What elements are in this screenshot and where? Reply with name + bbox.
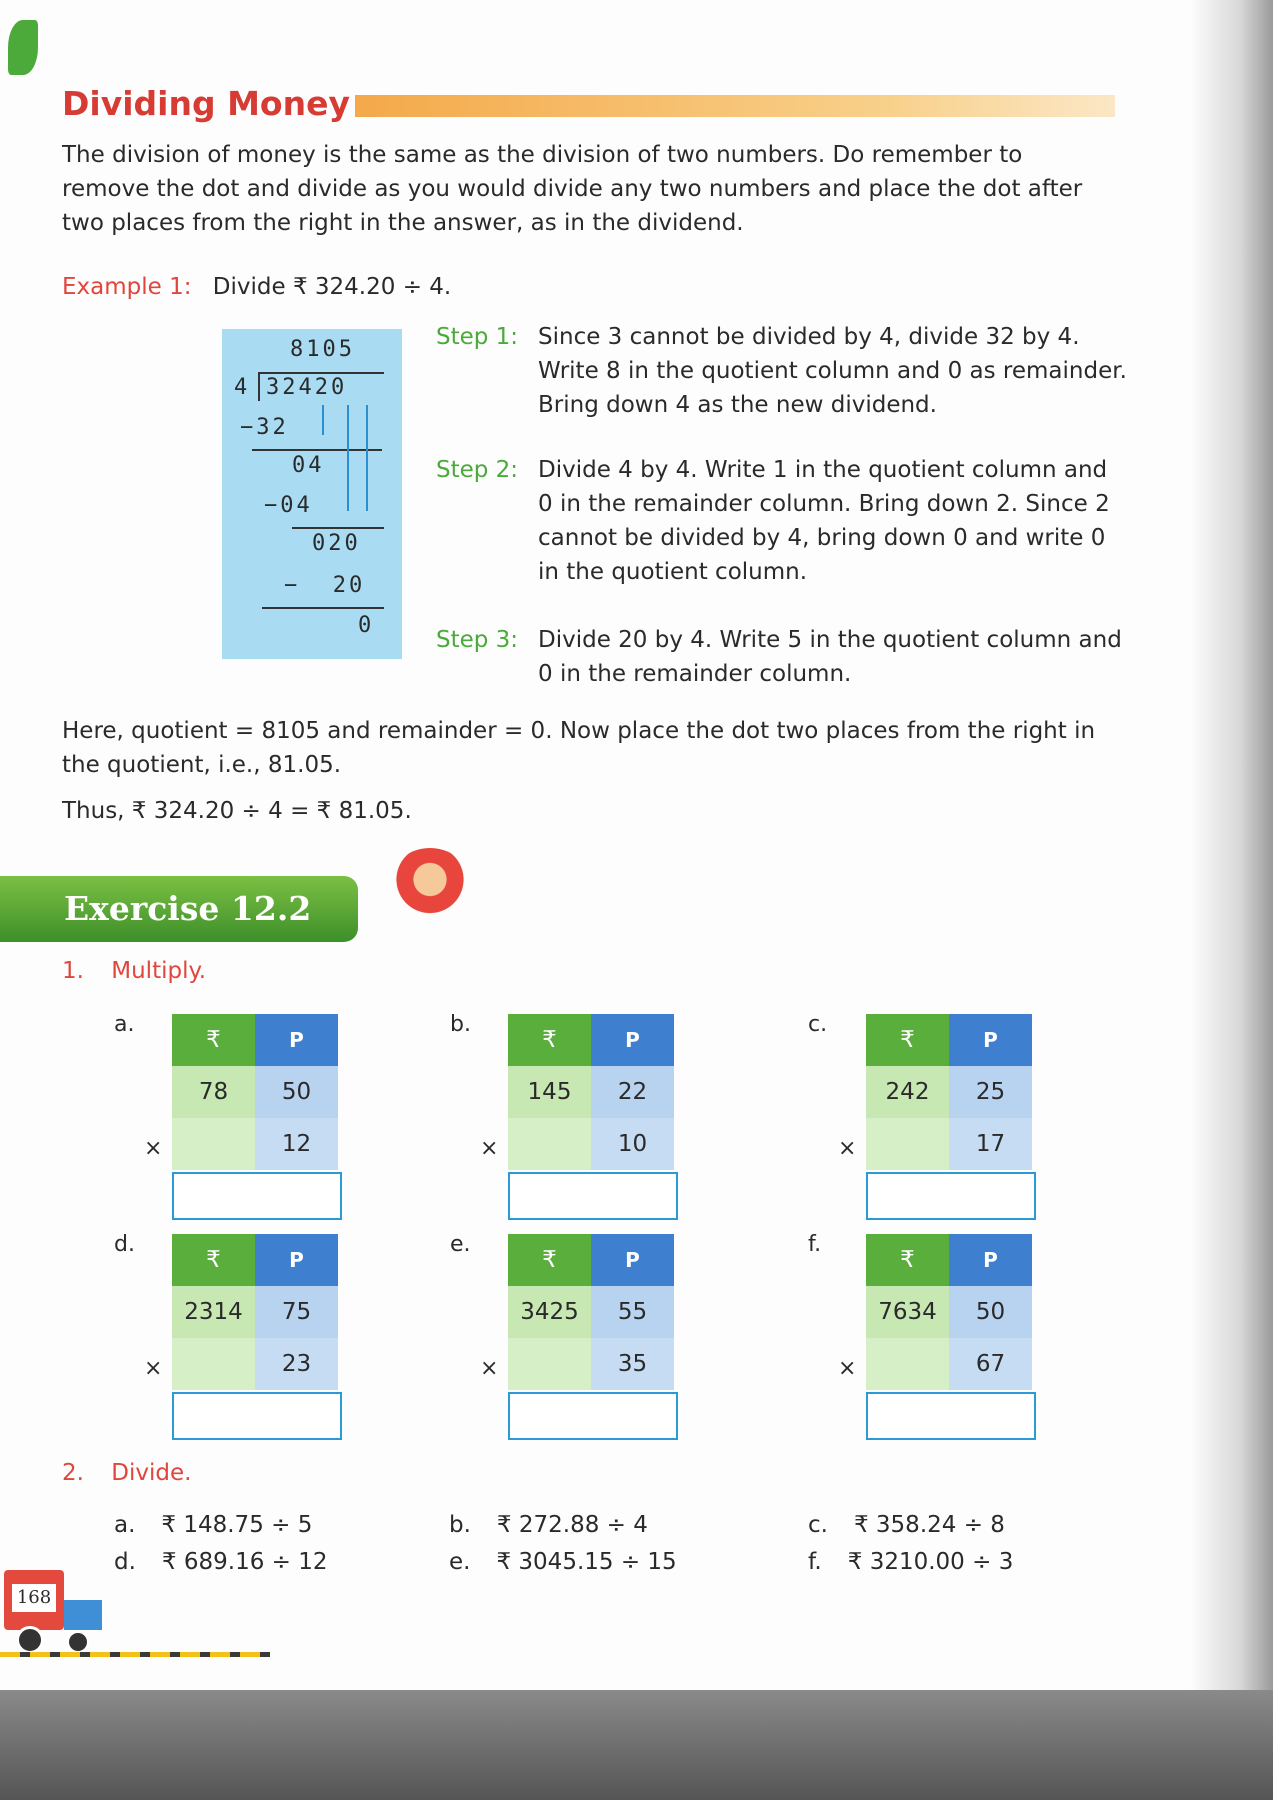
rupee-header: ₹ (866, 1234, 949, 1286)
multiply-sign: × (480, 1136, 499, 1161)
rule (262, 607, 384, 609)
section-title: Dividing Money (62, 84, 350, 123)
child-illustration (385, 848, 475, 938)
arrow-down-icon (347, 405, 349, 511)
item-label: c. (808, 1012, 828, 1037)
answer-box[interactable] (172, 1172, 342, 1220)
rule (252, 449, 382, 451)
item-label: f. (808, 1232, 822, 1257)
multiply-table (866, 1014, 1036, 1220)
multiply-table (508, 1014, 678, 1220)
paise-header: P (591, 1234, 674, 1286)
step-row: 020 (312, 531, 361, 556)
step-label: Step 2: (436, 457, 519, 483)
leaf-decoration-icon (8, 20, 38, 75)
rupee-header: ₹ (866, 1014, 949, 1066)
step-line: 0 in the remainder column. (538, 661, 852, 687)
divisor: 4 (234, 375, 251, 400)
train-page-icon (4, 1570, 104, 1660)
paise-header: P (949, 1234, 1032, 1286)
answer-box[interactable] (508, 1392, 678, 1440)
step-line: Divide 20 by 4. Write 5 in the quotient column and (538, 627, 1122, 653)
intro-line: The division of money is the same as the division of two numbers. Do remember to (62, 142, 1023, 168)
step-2 (436, 453, 1110, 589)
rupee-header: ₹ (172, 1014, 255, 1066)
step-row: 04 (292, 453, 325, 478)
paise-value: 55 (591, 1286, 674, 1338)
multiplier: 35 (591, 1338, 674, 1390)
conclusion-line: the quotient, i.e., 81.05. (62, 752, 342, 778)
step-3 (436, 623, 1122, 691)
item-label: a. (114, 1512, 136, 1538)
rupee-header: ₹ (508, 1234, 591, 1286)
example-heading (62, 270, 451, 304)
item-label: d. (114, 1549, 136, 1575)
thus-line: Thus, ₹ 324.20 ÷ 4 = ₹ 81.05. (62, 798, 412, 824)
rupee-value: 78 (172, 1066, 255, 1118)
divide-item (808, 1508, 1005, 1542)
divide-item (114, 1508, 312, 1542)
item-label: d. (114, 1232, 135, 1257)
item-label: e. (450, 1232, 471, 1257)
conclusion-line: Here, quotient = 8105 and remainder = 0. Now place the dot two places from the right in (62, 718, 1096, 744)
question-2 (62, 1456, 191, 1490)
question-number: 1. (62, 958, 84, 984)
example-label: Example 1: (62, 274, 192, 300)
rupee-value: 145 (508, 1066, 591, 1118)
question-1 (62, 954, 206, 988)
divide-expression: ₹ 358.24 ÷ 8 (853, 1512, 1005, 1538)
step-line: in the quotient column. (538, 559, 808, 585)
paise-header: P (949, 1014, 1032, 1066)
step-line: cannot be divided by 4, bring down 0 and write 0 (538, 525, 1106, 551)
divide-item (449, 1508, 648, 1542)
multiply-sign: × (480, 1356, 499, 1381)
divide-expression: ₹ 689.16 ÷ 12 (161, 1549, 328, 1575)
empty-cell (866, 1118, 949, 1170)
paise-value: 75 (255, 1286, 338, 1338)
arrow-down-icon (322, 405, 324, 435)
step-line: Bring down 4 as the new dividend. (538, 392, 937, 418)
exercise-banner: Exercise 12.2 (0, 876, 358, 942)
division-bar (258, 372, 384, 374)
multiplier: 12 (255, 1118, 338, 1170)
multiply-sign: × (838, 1356, 857, 1381)
rupee-value: 242 (866, 1066, 949, 1118)
rupee-header: ₹ (508, 1014, 591, 1066)
question-text: Multiply. (111, 958, 207, 984)
divide-item (808, 1545, 1013, 1579)
empty-cell (866, 1338, 949, 1390)
item-label: e. (449, 1549, 471, 1575)
division-bracket (258, 373, 260, 401)
step-line: 0 in the remainder column. Bring down 2. Since 2 (538, 491, 1110, 517)
intro-line: remove the dot and divide as you would divide any two numbers and place the dot after (62, 176, 1083, 202)
page-number: 168 (12, 1584, 56, 1612)
paise-value: 50 (949, 1286, 1032, 1338)
intro-paragraph (62, 138, 1082, 240)
step-label: Step 1: (436, 324, 519, 350)
scan-background (0, 1690, 1273, 1800)
answer-box[interactable] (508, 1172, 678, 1220)
answer-box[interactable] (172, 1392, 342, 1440)
divide-expression: ₹ 272.88 ÷ 4 (496, 1512, 648, 1538)
empty-cell (508, 1118, 591, 1170)
multiplier: 10 (591, 1118, 674, 1170)
answer-box[interactable] (866, 1392, 1036, 1440)
multiply-table (866, 1234, 1036, 1440)
paise-header: P (255, 1234, 338, 1286)
multiplier: 17 (949, 1118, 1032, 1170)
step-1 (436, 320, 1127, 422)
step-line: Write 8 in the quotient column and 0 as remainder. (538, 358, 1127, 384)
page-edge-shadow (1190, 0, 1273, 1690)
arrow-down-icon (366, 405, 368, 511)
rupee-value: 2314 (172, 1286, 255, 1338)
multiply-table (508, 1234, 678, 1440)
paise-header: P (591, 1014, 674, 1066)
multiplier: 67 (949, 1338, 1032, 1390)
multiplier: 23 (255, 1338, 338, 1390)
empty-cell (172, 1118, 255, 1170)
quotient: 8105 (290, 337, 355, 362)
item-label: b. (449, 1512, 471, 1538)
step-row: − 20 (284, 573, 366, 598)
item-label: a. (114, 1012, 135, 1037)
divide-item (449, 1545, 677, 1579)
empty-cell (172, 1338, 255, 1390)
multiply-sign: × (144, 1136, 163, 1161)
multiply-table (172, 1014, 342, 1220)
multiply-table (172, 1234, 342, 1440)
multiply-sign: × (144, 1356, 163, 1381)
title-bar-decoration (355, 95, 1115, 117)
multiply-sign: × (838, 1136, 857, 1161)
step-label: Step 3: (436, 627, 519, 653)
step-line: Divide 4 by 4. Write 1 in the quotient column and (538, 457, 1108, 483)
rupee-value: 7634 (866, 1286, 949, 1338)
step-line: Since 3 cannot be divided by 4, divide 32 by 4. (538, 324, 1080, 350)
divide-item (114, 1545, 328, 1579)
question-number: 2. (62, 1460, 84, 1486)
step-row: −32 (240, 415, 289, 440)
divide-expression: ₹ 148.75 ÷ 5 (161, 1512, 313, 1538)
track-line (0, 1652, 270, 1657)
paise-value: 22 (591, 1066, 674, 1118)
example-text: Divide ₹ 324.20 ÷ 4. (212, 274, 452, 300)
rule (292, 527, 384, 529)
item-label: f. (808, 1549, 822, 1575)
item-label: c. (808, 1512, 828, 1538)
rupee-header: ₹ (172, 1234, 255, 1286)
empty-cell (508, 1338, 591, 1390)
step-row: −04 (264, 493, 313, 518)
dividend: 32420 (266, 375, 348, 400)
divide-expression: ₹ 3210.00 ÷ 3 (847, 1549, 1014, 1575)
divide-expression: ₹ 3045.15 ÷ 15 (496, 1549, 677, 1575)
question-text: Divide. (111, 1460, 192, 1486)
paise-value: 25 (949, 1066, 1032, 1118)
intro-line: two places from the right in the answer, as in the dividend. (62, 210, 744, 236)
conclusion (62, 714, 1095, 828)
paise-value: 50 (255, 1066, 338, 1118)
answer-box[interactable] (866, 1172, 1036, 1220)
rupee-value: 3425 (508, 1286, 591, 1338)
paise-header: P (255, 1014, 338, 1066)
long-division-box (222, 329, 402, 659)
item-label: b. (450, 1012, 471, 1037)
step-row: 0 (358, 613, 375, 638)
